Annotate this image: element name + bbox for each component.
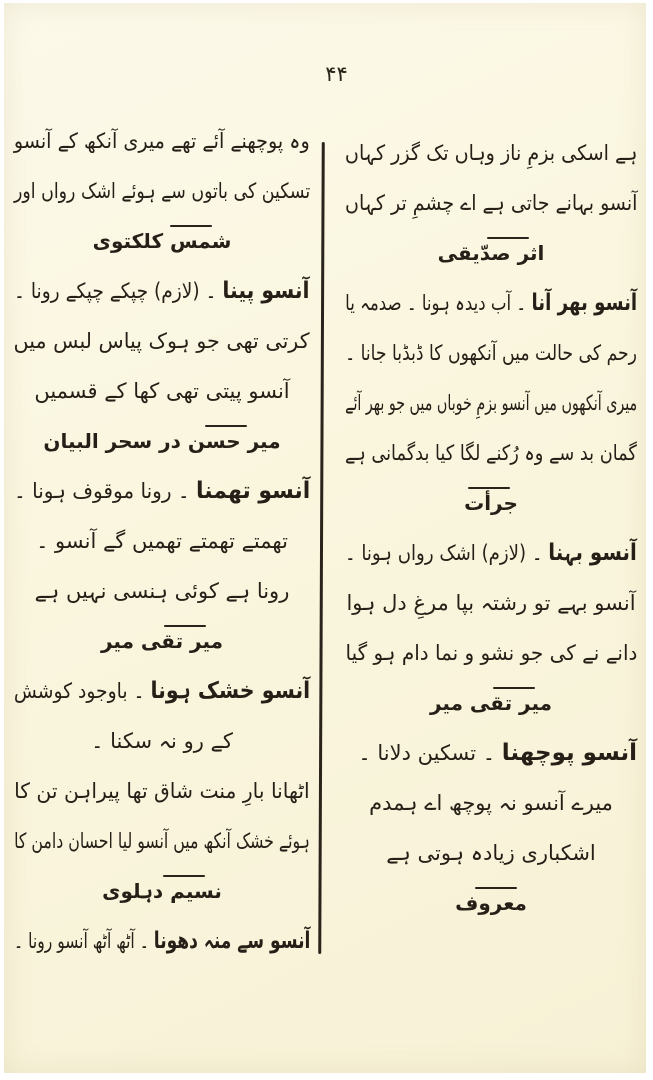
couplet-line <box>341 828 641 878</box>
couplet-text: اشکباری زیادہ ہوتی ہے <box>386 840 596 865</box>
entry-definition: ۔ (لازم) چپکے چپکے رونا ۔ <box>14 278 223 303</box>
poet-attribution <box>341 678 641 728</box>
poet-attribution <box>10 416 314 466</box>
couplet-text: ہوئے خشک آنکھ میں آنسو لیا احسان دامن کا <box>14 828 310 853</box>
entry-definition: ۔ تسکین دلانا ۔ <box>358 740 502 765</box>
entry-definition: ۔ آب دیدہ ہونا ۔ صدمہ یا <box>344 290 532 315</box>
poet-name: شمس کلکتوی <box>92 228 232 253</box>
poet-name: میر تقی میر <box>100 628 224 653</box>
entry-headword: آنسو سے منہ دھونا <box>153 927 310 954</box>
definition-text: کے رو نہ سکنا ۔ <box>91 728 233 753</box>
poet-name: اثر صدّیقی <box>437 240 545 265</box>
couplet-line <box>10 166 314 216</box>
couplet-line <box>341 628 641 678</box>
couplet-text: تھمتے تھمتے تھمیں گے آنسو ۔ <box>36 528 288 553</box>
entry-headword: آنسو پوچھنا <box>501 739 637 766</box>
poet-name: نسیم دہلوی <box>102 878 222 903</box>
page-number: ۴۴ <box>325 62 348 86</box>
entry-definition: ۔ آٹھ آٹھ آنسو رونا ۔ <box>13 928 154 953</box>
poet-attribution <box>10 866 314 916</box>
definition-line <box>341 328 641 378</box>
couplet-line <box>341 578 641 628</box>
entry-definition: ۔ (لازم) اشک رواں ہونا ۔ <box>345 540 549 565</box>
entry-line <box>10 266 314 316</box>
couplet-text: دانے نے کی جو نشو و نما دام ہو گیا <box>345 640 637 665</box>
entry-line <box>341 728 641 778</box>
poet-attribution <box>341 228 641 278</box>
couplet-text: آنسو پیتی تھی کھا کے قسمیں <box>34 378 290 403</box>
entry-headword: آنسو تھمنا <box>195 477 310 504</box>
couplet-line <box>10 516 314 566</box>
couplet-line <box>341 178 641 228</box>
entry-headword: آنسو بہنا <box>548 539 637 566</box>
entry-line <box>10 466 314 516</box>
couplet-text: کرتی تھی جو ہوک پیاس لبس میں <box>14 328 310 353</box>
poet-name: جرأت <box>464 490 518 515</box>
entry-headword: آنسو پینا <box>222 277 310 304</box>
couplet-text: رونا ہے کوئی ہنسی نہیں ہے <box>34 578 290 603</box>
entry-line <box>10 666 314 716</box>
couplet-text: گمان بد سے وہ رُکنے لگا کیا بدگمانی ہے <box>345 440 637 465</box>
couplet-line <box>10 116 314 166</box>
couplet-line <box>10 816 314 866</box>
couplet-text: میری آنکھوں میں آنسو بزمِ خوباں میں جو بھر آئے <box>344 390 637 415</box>
column-left <box>10 116 314 966</box>
entry-line <box>341 278 641 328</box>
couplet-line <box>341 778 641 828</box>
couplet-text: آنسو بہانے جاتی ہے اے چشمِ تر کہاں <box>344 190 637 215</box>
couplet-line <box>10 316 314 366</box>
poet-name: معروف <box>455 890 527 915</box>
definition-line <box>10 716 314 766</box>
entry-line <box>10 916 314 966</box>
poet-attribution <box>10 216 314 266</box>
column-right <box>341 128 641 928</box>
couplet-line <box>341 128 641 178</box>
couplet-text: میرے آنسو نہ پوچھ اے ہمدم <box>369 790 613 815</box>
entry-headword: آنسو خشک ہونا <box>150 677 310 704</box>
couplet-line <box>10 366 314 416</box>
couplet-line <box>341 428 641 478</box>
couplet-text: آنسو بہے تو رشتہ بپا مرغِ دل ہوا <box>346 590 636 615</box>
entry-line <box>341 528 641 578</box>
couplet-text: تسکین کی باتوں سے ہوئے اشک رواں اور <box>13 178 310 203</box>
entry-headword: آنسو بھر آنا <box>531 289 637 316</box>
entry-definition: ۔ رونا موقوف ہونا ۔ <box>13 478 196 503</box>
couplet-text: ہے اسکی بزمِ ناز وہاں تک گزر کہاں <box>344 140 637 165</box>
couplet-line <box>10 766 314 816</box>
couplet-text: اٹھانا بارِ منت شاق تھا پیراہن تن کا <box>14 778 310 803</box>
couplet-line <box>341 378 641 428</box>
poet-attribution <box>10 616 314 666</box>
definition-text: رحم کی حالت میں آنکھوں کا ڈبڈبا جانا ۔ <box>345 340 637 365</box>
entry-definition: ۔ باوجود کوشش <box>13 678 151 703</box>
poet-name: میر تقی میر <box>429 690 553 715</box>
poet-name: میر حسن در سحر البیان <box>43 428 281 453</box>
couplet-text: وہ پوچھنے آئے تھے میری آنکھ کے آنسو <box>14 128 310 153</box>
couplet-line <box>10 566 314 616</box>
poet-attribution <box>341 878 641 928</box>
poet-attribution <box>341 478 641 528</box>
